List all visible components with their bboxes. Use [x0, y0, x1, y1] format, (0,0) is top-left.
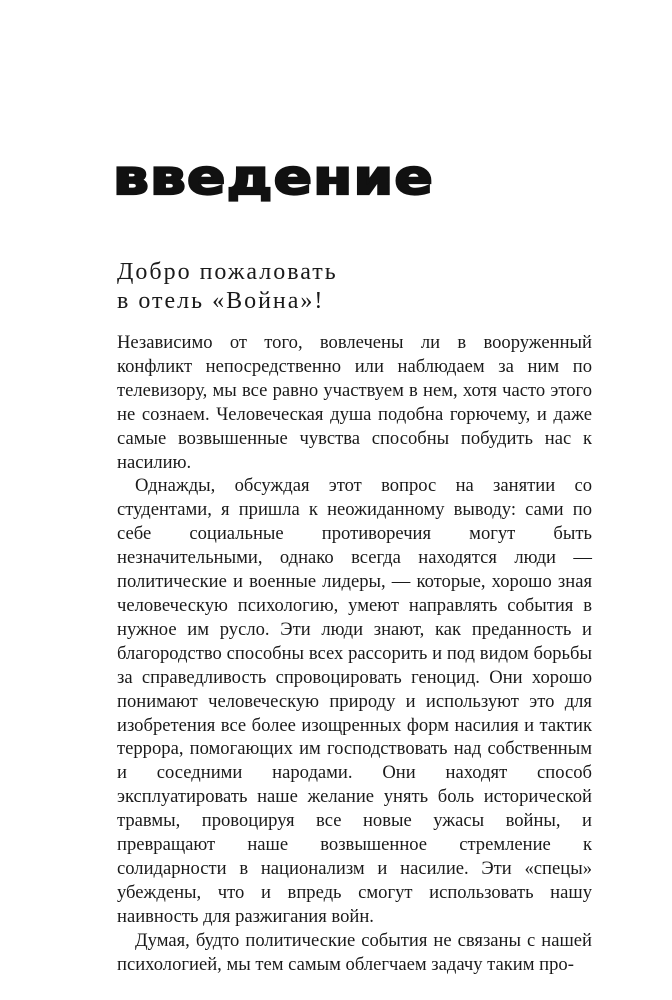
section-title-line-2: в отель «Война»!: [117, 288, 325, 314]
paragraph-2: Однажды, обсуждая этот вопрос на занятии со студентами, я пришла к неожиданному выводу: сами по себе социальные противоречия могут быть незначительными, однако всегда находятся люди — политические и военные лидеры, — которые, хорошо зная человеческую психологию, умеют направлять события в нужное им русло. Эти люди знают, как преданность и благородство способны всех рассорить и под видом борьбы за справедливость спровоцировать геноцид. Они хорошо понимают человеческую природу и используют это для изобретения все более изощренных форм насилия и тактик террора, помогающих им господствовать над собственным и соседними народами. Они находят способ эксплуатировать наше желание унять боль исторической травмы, провоцируя все новые ужасы войны, и превращают наше возвышенное стремление к солидарности в национализм и насилие. Эти «спецы» убеждены, что и впредь смогут использовать нашу наивность для разжигания войн.: [117, 475, 592, 927]
paragraph-3: Думая, будто политические события не связаны с нашей психологией, мы тем самым облегчаем задачу таким про-: [117, 929, 592, 975]
paragraph-1: Независимо от того, вовлечены ли в вооруженный конфликт непосредственно или наблюдаем за ним по телевизору, мы все равно участвуем в нем, хотя часто этого не сознаем. Человеческая душа подобна горючему, и даже самые возвышенные чувства способны побудить нас к насилию.: [117, 332, 592, 473]
chapter-heading: введение: [113, 150, 434, 206]
body-text: [117, 331, 592, 976]
section-title-line-1: Добро пожаловать: [117, 259, 338, 285]
section-title: [117, 258, 338, 316]
